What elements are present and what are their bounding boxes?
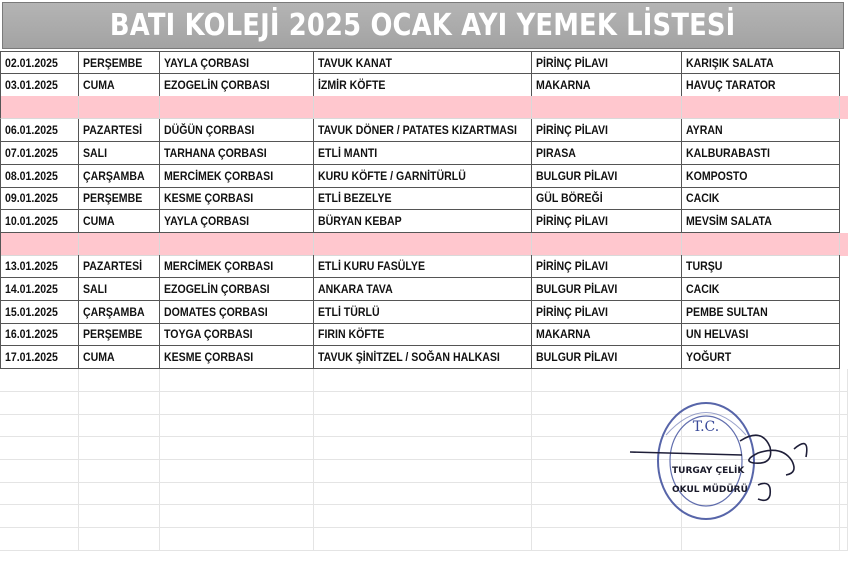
empty-cell xyxy=(314,369,532,392)
cell-side xyxy=(532,255,682,278)
table-row xyxy=(0,301,848,324)
extra-text: PEMBE SULTAN xyxy=(686,304,768,319)
date-text: 02.01.2025 xyxy=(5,56,58,70)
cell-side xyxy=(532,51,682,74)
cell-date xyxy=(0,233,79,256)
table-row xyxy=(0,142,848,165)
empty-cell xyxy=(314,392,532,415)
extra-text: KARIŞIK SALATA xyxy=(686,56,774,70)
extra-text: CACIK xyxy=(686,191,720,206)
empty-cell xyxy=(314,482,532,505)
cell-side xyxy=(532,74,682,97)
empty-cell xyxy=(79,437,160,460)
cell-margin xyxy=(840,255,848,278)
cell-extra xyxy=(682,301,840,324)
cell-date xyxy=(0,323,79,346)
table-row xyxy=(0,51,848,74)
cell-soup xyxy=(160,278,314,301)
cell-margin xyxy=(840,96,848,119)
empty-cell xyxy=(0,414,79,437)
soup-text: EZOGELİN ÇORBASI xyxy=(164,282,270,296)
title-banner xyxy=(2,2,844,49)
cell-date xyxy=(0,142,79,165)
empty-cell xyxy=(79,505,160,528)
cell-day xyxy=(79,74,160,97)
side-text: MAKARNA xyxy=(536,327,591,342)
date-text: 06.01.2025 xyxy=(5,123,58,138)
day-text: PERŞEMBE xyxy=(83,327,143,342)
cell-side xyxy=(532,233,682,256)
cell-margin xyxy=(840,210,848,233)
soup-text: DÜĞÜN ÇORBASI xyxy=(164,123,255,138)
main-text: ETLİ KURU FASÜLYE xyxy=(318,259,425,274)
side-text: GÜL BÖREĞİ xyxy=(536,191,603,206)
empty-cell xyxy=(160,482,314,505)
empty-cell xyxy=(160,369,314,392)
cell-margin xyxy=(840,301,848,324)
main-text: ETLİ TÜRLÜ xyxy=(318,304,380,319)
cell-margin xyxy=(840,74,848,97)
main-text: TAVUK ŞİNİTZEL / SOĞAN HALKASI xyxy=(318,350,500,365)
cell-soup xyxy=(160,301,314,324)
main-text: İZMİR KÖFTE xyxy=(318,77,386,92)
side-text: PİRİNÇ PİLAVI xyxy=(536,304,608,319)
empty-cell xyxy=(314,460,532,483)
empty-cell xyxy=(0,437,79,460)
cell-day xyxy=(79,233,160,256)
cell-day xyxy=(79,210,160,233)
side-text: PİRİNÇ PİLAVI xyxy=(536,259,608,274)
cell-main xyxy=(314,74,532,97)
main-text: ANKARA TAVA xyxy=(318,282,393,296)
cell-day xyxy=(79,119,160,142)
side-text: BULGUR PİLAVI xyxy=(536,282,618,296)
empty-cell xyxy=(160,528,314,551)
cell-date xyxy=(0,187,79,210)
table-row xyxy=(0,187,848,210)
date-text: 13.01.2025 xyxy=(5,259,58,274)
cell-day xyxy=(79,96,160,119)
cell-side xyxy=(532,301,682,324)
table-row xyxy=(0,74,848,97)
empty-cell xyxy=(160,460,314,483)
empty-cell xyxy=(0,505,79,528)
date-text: 10.01.2025 xyxy=(5,213,58,228)
extra-text: AYRAN xyxy=(686,123,723,138)
cell-soup xyxy=(160,165,314,188)
cell-extra xyxy=(682,119,840,142)
cell-margin xyxy=(840,233,848,256)
day-text: ÇARŞAMBA xyxy=(83,168,145,183)
cell-soup xyxy=(160,346,314,369)
cell-side xyxy=(532,323,682,346)
cell-day xyxy=(79,323,160,346)
cell-day xyxy=(79,301,160,324)
side-text: BULGUR PİLAVI xyxy=(536,350,618,365)
cell-main xyxy=(314,301,532,324)
cell-date xyxy=(0,96,79,119)
cell-main xyxy=(314,346,532,369)
empty-cell xyxy=(840,460,848,483)
cell-date xyxy=(0,346,79,369)
signatory-name: TURGAY ÇELİK xyxy=(672,466,745,476)
cell-side xyxy=(532,96,682,119)
empty-cell xyxy=(840,392,848,415)
cell-main xyxy=(314,165,532,188)
day-text: ÇARŞAMBA xyxy=(83,304,145,319)
day-text: PERŞEMBE xyxy=(83,191,143,206)
main-text: TAVUK DÖNER / PATATES KIZARTMASI xyxy=(318,123,517,138)
main-text: FIRIN KÖFTE xyxy=(318,327,385,342)
empty-cell xyxy=(314,414,532,437)
empty-cell xyxy=(682,369,840,392)
cell-extra xyxy=(682,96,840,119)
date-text: 09.01.2025 xyxy=(5,191,58,206)
extra-text: HAVUÇ TARATOR xyxy=(686,77,776,92)
side-text: BULGUR PİLAVI xyxy=(536,168,618,183)
cell-extra xyxy=(682,165,840,188)
day-text: CUMA xyxy=(83,77,115,92)
cell-soup xyxy=(160,74,314,97)
cell-day xyxy=(79,255,160,278)
soup-text: TARHANA ÇORBASI xyxy=(164,145,267,160)
empty-cell xyxy=(79,369,160,392)
cell-soup xyxy=(160,96,314,119)
table-row xyxy=(0,165,848,188)
cell-date xyxy=(0,210,79,233)
cell-extra xyxy=(682,346,840,369)
cell-soup xyxy=(160,210,314,233)
cell-margin xyxy=(840,142,848,165)
cell-side xyxy=(532,346,682,369)
cell-soup xyxy=(160,187,314,210)
cell-main xyxy=(314,323,532,346)
empty-cell xyxy=(79,482,160,505)
cell-main xyxy=(314,255,532,278)
cell-side xyxy=(532,278,682,301)
cell-soup xyxy=(160,142,314,165)
cell-margin xyxy=(840,278,848,301)
side-text: MAKARNA xyxy=(536,77,591,92)
empty-cell xyxy=(0,528,79,551)
soup-text: KESME ÇORBASI xyxy=(164,191,254,206)
cell-main xyxy=(314,51,532,74)
table-row xyxy=(0,119,848,142)
cell-soup xyxy=(160,233,314,256)
main-text: KURU KÖFTE / GARNİTÜRLÜ xyxy=(318,168,466,183)
cell-margin xyxy=(840,187,848,210)
empty-cell xyxy=(840,369,848,392)
empty-cell xyxy=(840,437,848,460)
extra-text: MEVSİM SALATA xyxy=(686,213,772,228)
empty-cell xyxy=(314,528,532,551)
cell-side xyxy=(532,187,682,210)
soup-text: MERCİMEK ÇORBASI xyxy=(164,259,274,274)
table-row xyxy=(0,255,848,278)
cell-extra xyxy=(682,255,840,278)
empty-cell xyxy=(79,528,160,551)
cell-date xyxy=(0,301,79,324)
cell-main xyxy=(314,278,532,301)
cell-extra xyxy=(682,187,840,210)
cell-main xyxy=(314,119,532,142)
day-text: CUMA xyxy=(83,213,115,228)
date-text: 07.01.2025 xyxy=(5,145,58,160)
cell-side xyxy=(532,142,682,165)
soup-text: YAYLA ÇORBASI xyxy=(164,56,250,70)
empty-cell xyxy=(314,437,532,460)
side-text: PİRİNÇ PİLAVI xyxy=(536,56,608,70)
extra-text: KOMPOSTO xyxy=(686,168,748,183)
empty-cell xyxy=(840,528,848,551)
cell-margin xyxy=(840,119,848,142)
cell-date xyxy=(0,278,79,301)
empty-cell xyxy=(840,414,848,437)
soup-text: EZOGELİN ÇORBASI xyxy=(164,77,270,92)
empty-cell xyxy=(840,505,848,528)
cell-side xyxy=(532,165,682,188)
cell-day xyxy=(79,142,160,165)
cell-extra xyxy=(682,142,840,165)
school-seal-stamp xyxy=(622,395,832,535)
empty-row xyxy=(0,369,848,392)
main-text: TAVUK KANAT xyxy=(318,56,392,70)
cell-date xyxy=(0,74,79,97)
cell-day xyxy=(79,165,160,188)
cell-margin xyxy=(840,51,848,74)
extra-text: YOĞURT xyxy=(686,350,732,365)
day-text: PAZARTESİ xyxy=(83,259,143,274)
cell-date xyxy=(0,255,79,278)
extra-text: UN HELVASI xyxy=(686,327,749,342)
main-text: ETLİ MANTI xyxy=(318,145,378,160)
date-text: 16.01.2025 xyxy=(5,327,58,342)
cell-main xyxy=(314,142,532,165)
empty-cell xyxy=(0,460,79,483)
date-text: 08.01.2025 xyxy=(5,168,58,183)
extra-text: CACIK xyxy=(686,282,720,296)
holiday-row xyxy=(0,96,848,119)
cell-soup xyxy=(160,255,314,278)
seal-top-text: T.C. xyxy=(692,419,720,435)
date-text: 14.01.2025 xyxy=(5,282,58,296)
empty-cell xyxy=(0,482,79,505)
main-text: BÜRYAN KEBAP xyxy=(318,213,402,228)
cell-main xyxy=(314,187,532,210)
empty-cell xyxy=(0,369,79,392)
soup-text: YAYLA ÇORBASI xyxy=(164,213,250,228)
empty-cell xyxy=(160,414,314,437)
extra-text: TURŞU xyxy=(686,259,723,274)
day-text: CUMA xyxy=(83,350,115,365)
cell-main xyxy=(314,210,532,233)
empty-cell xyxy=(0,392,79,415)
empty-cell xyxy=(79,460,160,483)
cell-extra xyxy=(682,210,840,233)
cell-day xyxy=(79,187,160,210)
cell-margin xyxy=(840,323,848,346)
day-text: PERŞEMBE xyxy=(83,56,143,70)
signatory-role: OKUL MÜDÜRÜ xyxy=(672,485,748,495)
table-row xyxy=(0,278,848,301)
cell-day xyxy=(79,51,160,74)
cell-extra xyxy=(682,74,840,97)
cell-main xyxy=(314,96,532,119)
date-text: 17.01.2025 xyxy=(5,350,58,365)
empty-cell xyxy=(840,482,848,505)
cell-soup xyxy=(160,119,314,142)
date-text: 03.01.2025 xyxy=(5,77,58,92)
empty-cell xyxy=(79,414,160,437)
empty-cell xyxy=(532,369,682,392)
cell-margin xyxy=(840,346,848,369)
cell-extra xyxy=(682,323,840,346)
main-text: ETLİ BEZELYE xyxy=(318,191,392,206)
day-text: SALI xyxy=(83,282,108,296)
empty-cell xyxy=(160,392,314,415)
empty-cell xyxy=(314,505,532,528)
cell-margin xyxy=(840,165,848,188)
table-row xyxy=(0,346,848,369)
cell-extra xyxy=(682,278,840,301)
day-text: PAZARTESİ xyxy=(83,123,143,138)
soup-text: TOYGA ÇORBASI xyxy=(164,327,253,342)
empty-cell xyxy=(160,437,314,460)
soup-text: MERCİMEK ÇORBASI xyxy=(164,168,274,183)
table-row xyxy=(0,210,848,233)
cell-main xyxy=(314,233,532,256)
side-text: PİRİNÇ PİLAVI xyxy=(536,213,608,228)
cell-soup xyxy=(160,51,314,74)
cell-soup xyxy=(160,323,314,346)
cell-date xyxy=(0,119,79,142)
page-title: BATI KOLEJİ 2025 OCAK AYI YEMEK LİSTESİ xyxy=(110,8,736,43)
extra-text: KALBURABASTI xyxy=(686,145,770,160)
cell-extra xyxy=(682,51,840,74)
table-row xyxy=(0,323,848,346)
empty-cell xyxy=(160,505,314,528)
empty-cell xyxy=(79,392,160,415)
soup-text: DOMATES ÇORBASI xyxy=(164,304,268,319)
day-text: SALI xyxy=(83,145,108,160)
cell-date xyxy=(0,51,79,74)
holiday-row xyxy=(0,233,848,256)
cell-date xyxy=(0,165,79,188)
date-text: 15.01.2025 xyxy=(5,304,58,319)
cell-day xyxy=(79,278,160,301)
cell-day xyxy=(79,346,160,369)
cell-side xyxy=(532,210,682,233)
side-text: PİRİNÇ PİLAVI xyxy=(536,123,608,138)
soup-text: KESME ÇORBASI xyxy=(164,350,254,365)
cell-extra xyxy=(682,233,840,256)
cell-side xyxy=(532,119,682,142)
side-text: PIRASA xyxy=(536,145,576,160)
